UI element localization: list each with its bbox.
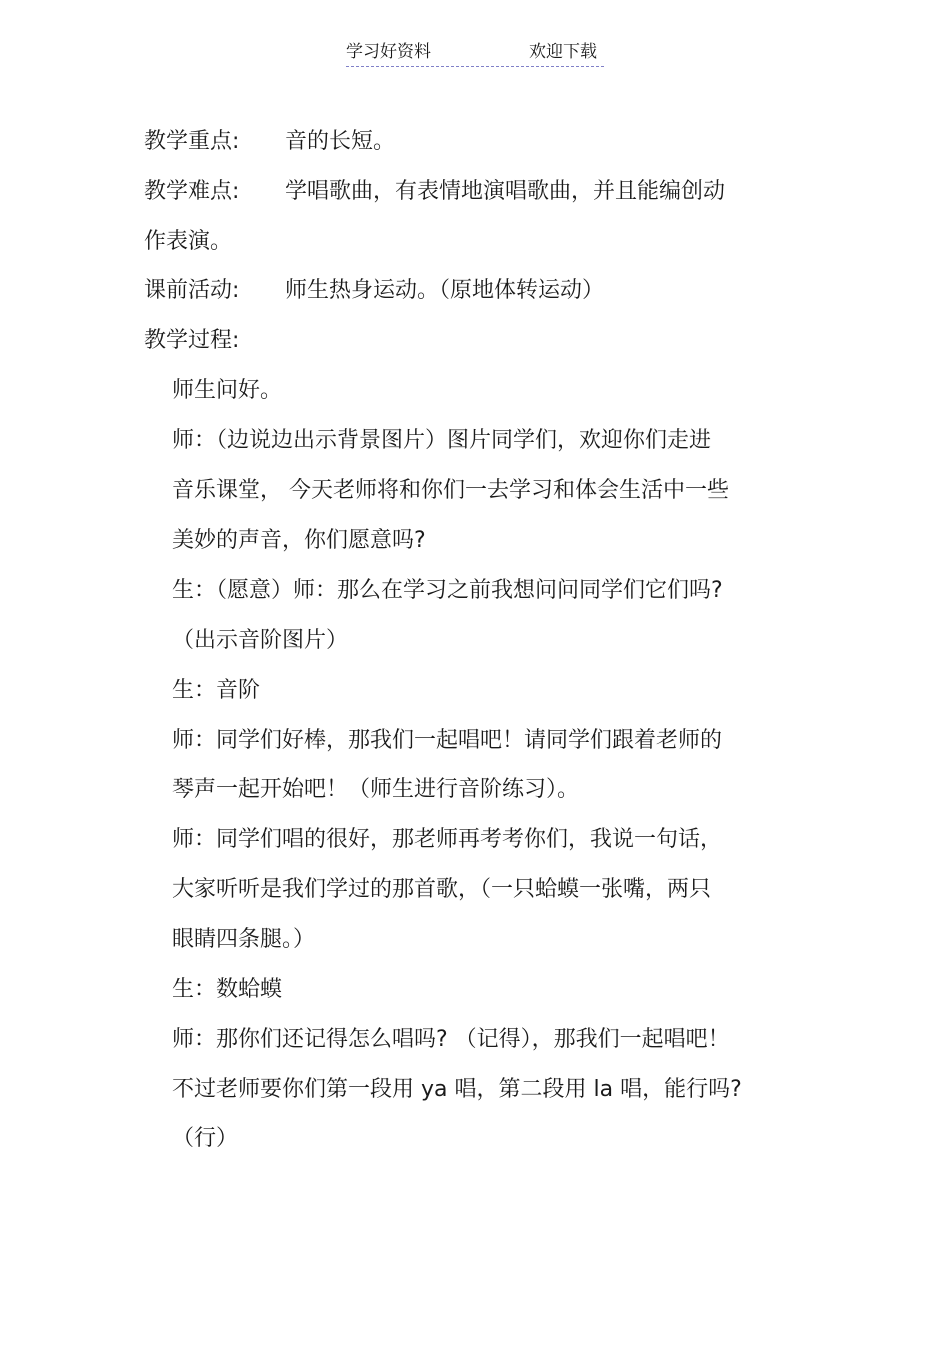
field-pre-class-activity	[144, 276, 784, 306]
field-label: 教学重点:	[144, 129, 240, 154]
field-label: 教学难点:	[144, 179, 240, 204]
paragraph-line: 不过老师要你们第一段用 ya 唱，第二段用 la 唱，能行吗?	[172, 1077, 742, 1102]
paragraph-line: 师：（边说边出示背景图片）图片同学们，欢迎你们走进	[172, 428, 712, 453]
field-value: 师生热身运动。（原地体转运动）	[285, 278, 605, 303]
paragraph-line: 生：（愿意）师：那么在学习之前我想问问同学们它们吗?	[172, 578, 723, 603]
paragraph-line: （出示音阶图片）	[172, 628, 349, 653]
paragraph-line: 生：数蛤蟆	[172, 977, 283, 1002]
paragraph-line: 音乐课堂， 今天老师将和你们一去学习和体会生活中一些	[172, 478, 729, 503]
paragraph-line: 大家听听是我们学过的那首歌，（一只蛤蟆一张嘴，两只	[172, 877, 712, 902]
paragraph-line: 师：同学们好棒，那我们一起唱吧！请同学们跟着老师的	[172, 728, 723, 753]
header-right-text: 欢迎下载	[529, 42, 597, 62]
field-difficulty	[144, 177, 784, 207]
field-difficulty-continued: 作表演。	[144, 229, 233, 254]
field-teaching-process-label: 教学过程:	[144, 328, 240, 353]
paragraph-line: 眼睛四条腿。）	[172, 927, 316, 952]
page-header	[346, 40, 604, 67]
paragraph-line: （行）	[172, 1126, 239, 1151]
paragraph-line: 师生问好。	[172, 378, 283, 403]
field-label: 课前活动:	[144, 278, 240, 303]
field-value: 学唱歌曲，有表情地演唱歌曲，并且能编创动	[285, 179, 726, 204]
header-left-text: 学习好资料	[346, 42, 431, 62]
paragraph-line: 琴声一起开始吧！（师生进行音阶练习）。	[172, 777, 580, 802]
paragraph-line: 师：同学们唱的很好，那老师再考考你们，我说一句话，	[172, 827, 723, 852]
paragraph-line: 生：音阶	[172, 678, 261, 703]
field-key-point	[144, 127, 784, 157]
field-value: 音的长短。	[285, 129, 396, 154]
paragraph-line: 美妙的声音，你们愿意吗?	[172, 528, 426, 553]
paragraph-line: 师：那你们还记得怎么唱吗? （记得），那我们一起唱吧！	[172, 1027, 730, 1052]
